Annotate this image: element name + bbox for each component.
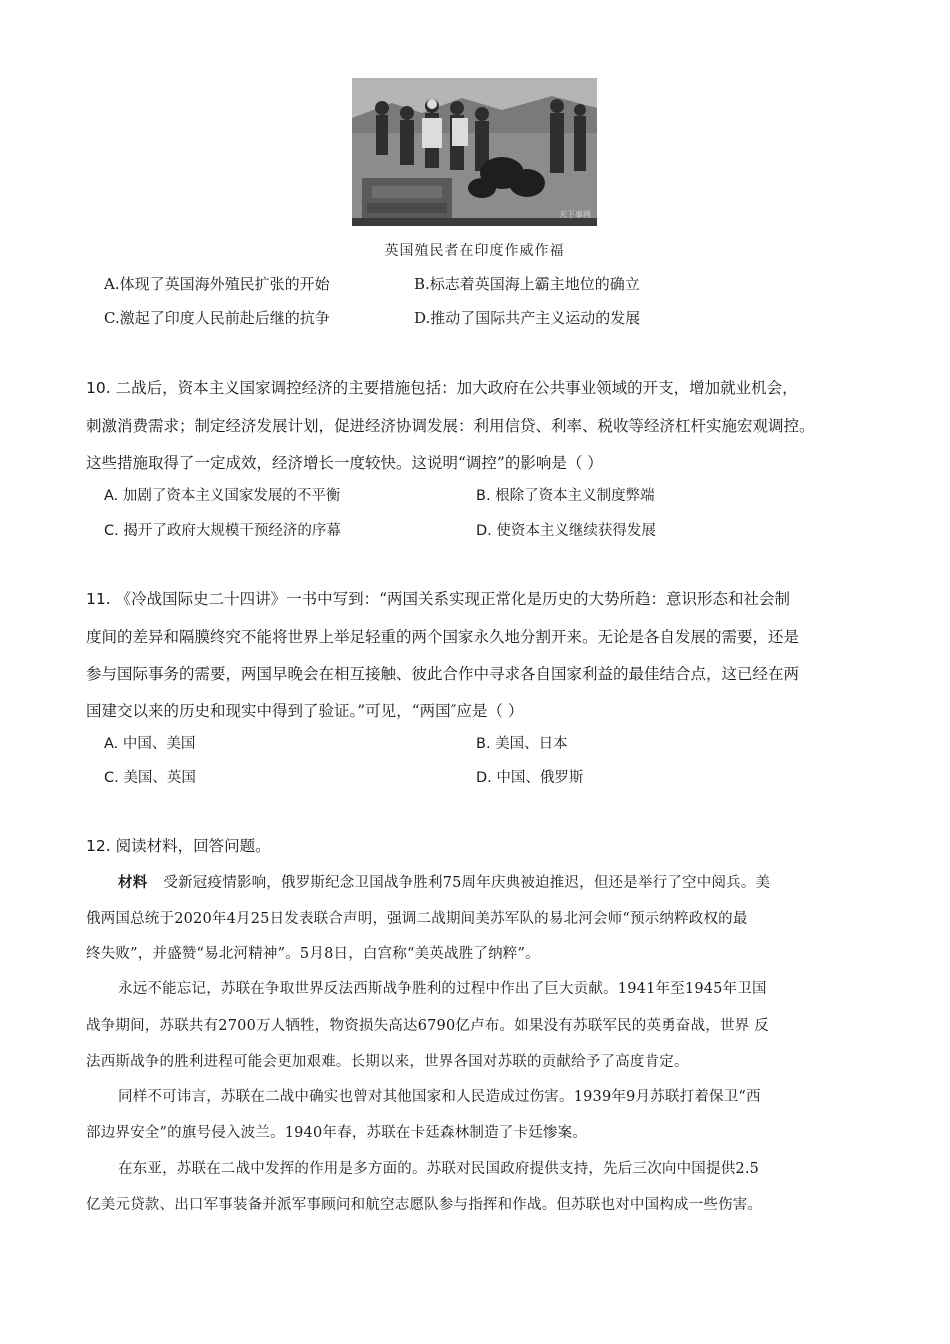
q9-option-b[interactable]: B.标志着英国海上霸主地位的确立: [414, 275, 640, 293]
material-text: 受新冠疫情影响，俄罗斯纪念卫国战争胜利75周年庆典被迫推迟，但还是举行了空中阅兵。美: [163, 875, 771, 891]
q11-option-b[interactable]: B. 美国、日本: [476, 736, 568, 752]
q11-stem-line-1: [86, 587, 866, 609]
q12-stem-text: . 阅读材料，回答问题。: [105, 837, 271, 855]
q12-para2-line-2: 战争期间，苏联共有2700万人牺牲，物资损失高达6790亿卢布。如果没有苏联军民的英勇奋战，世界 反: [86, 1018, 769, 1034]
q10-option-a[interactable]: A. 加剧了资本主义国家发展的不平衡: [104, 488, 341, 504]
historical-illustration: [352, 78, 597, 226]
q10-stem-line-2: 刺激消费需求；制定经济发展计划，促进经济协调发展：利用信贷、利率、税收等经济杠杆实施宏观调控。: [86, 417, 815, 435]
q12-material-line-2: 俄两国总统于2020年4月25日发表联合声明，强调二战期间美苏军队的易北河会师“预示纳粹政权的最: [86, 911, 748, 927]
q12-para4-line-1: 在东亚，苏联在二战中发挥的作用是多方面的。苏联对民国政府提供支持，先后三次向中国提供2.5: [118, 1161, 760, 1177]
q11-number: 11: [86, 590, 106, 608]
q10-option-d[interactable]: D. 使资本主义继续获得发展: [476, 523, 656, 539]
q12-material-line-1: [118, 871, 866, 892]
image-watermark: 天下事网: [559, 210, 591, 219]
q11-option-a[interactable]: A. 中国、美国: [104, 736, 196, 752]
q11-stem-line-2: 度间的差异和隔膜终究不能将世界上举足轻重的两个国家永久地分割开来。无论是各自发展的需要，还是: [86, 628, 800, 646]
illustration-image: [352, 78, 597, 226]
q11-stem-line-3: 参与国际事务的需要，两国早晚会在相互接触、彼此合作中寻求各自国家利益的最佳结合点，这已经在两: [86, 665, 800, 683]
q12-para3-line-2: 部边界安全”的旗号侵入波兰。1940年春，苏联在卡廷森林制造了卡廷惨案。: [86, 1125, 588, 1141]
q12-para2-line-1: 永远不能忘记，苏联在争取世界反法西斯战争胜利的过程中作出了巨大贡献。1941年至1945年卫国: [118, 981, 767, 997]
q9-option-d[interactable]: D.推动了国际共产主义运动的发展: [414, 309, 641, 327]
q12-number: 12: [86, 837, 106, 855]
q10-stem-text: . 二战后，资本主义国家调控经济的主要措施包括：加大政府在公共事业领域的开支，增加就业机会，: [105, 379, 798, 397]
figure-caption: 英国殖民者在印度作威作福: [384, 243, 565, 259]
q12-para2-line-3: 法西斯战争的胜利进程可能会更加艰难。长期以来，世界各国对苏联的贡献给予了高度肯定。: [86, 1054, 689, 1070]
q12-para3-line-1: 同样不可讳言，苏联在二战中确实也曾对其他国家和人民造成过伤害。1939年9月苏联打着保卫“西: [118, 1089, 761, 1105]
q10-number: 10: [86, 379, 106, 397]
material-label: 材料: [118, 874, 148, 891]
q9-option-c[interactable]: C.激起了印度人民前赴后继的抗争: [104, 309, 330, 327]
q11-stem-text: . 《冷战国际史二十四讲》一书中写到：“两国关系实现正常化是历史的大势所趋：意识形态和社会制: [105, 590, 791, 608]
q12-stem: [86, 834, 866, 856]
q12-para4-line-2: 亿美元贷款、出口军事装备并派军事顾问和航空志愿队参与指挥和作战。但苏联也对中国构成一些伤害。: [86, 1197, 763, 1213]
q10-stem-line-3: 这些措施取得了一定成效，经济增长一度较快。这说明“调控”的影响是（ ）: [86, 454, 603, 472]
q11-option-d[interactable]: D. 中国、俄罗斯: [476, 770, 584, 786]
q11-stem-line-4: 国建交以来的历史和现实中得到了验证。”可见，“两国″应是（ ）: [86, 702, 524, 720]
q10-option-c[interactable]: C. 揭开了政府大规模干预经济的序幕: [104, 523, 341, 539]
q9-option-a[interactable]: A.体现了英国海外殖民扩张的开始: [104, 275, 330, 293]
q10-stem-line-1: [86, 376, 866, 398]
q12-material-line-3: 终失败”，并盛赞“易北河精神”。5月8日，白宫称“美英战胜了纳粹”。: [86, 946, 540, 962]
q10-option-b[interactable]: B. 根除了资本主义制度弊端: [476, 488, 655, 504]
q11-option-c[interactable]: C. 美国、英国: [104, 770, 196, 786]
